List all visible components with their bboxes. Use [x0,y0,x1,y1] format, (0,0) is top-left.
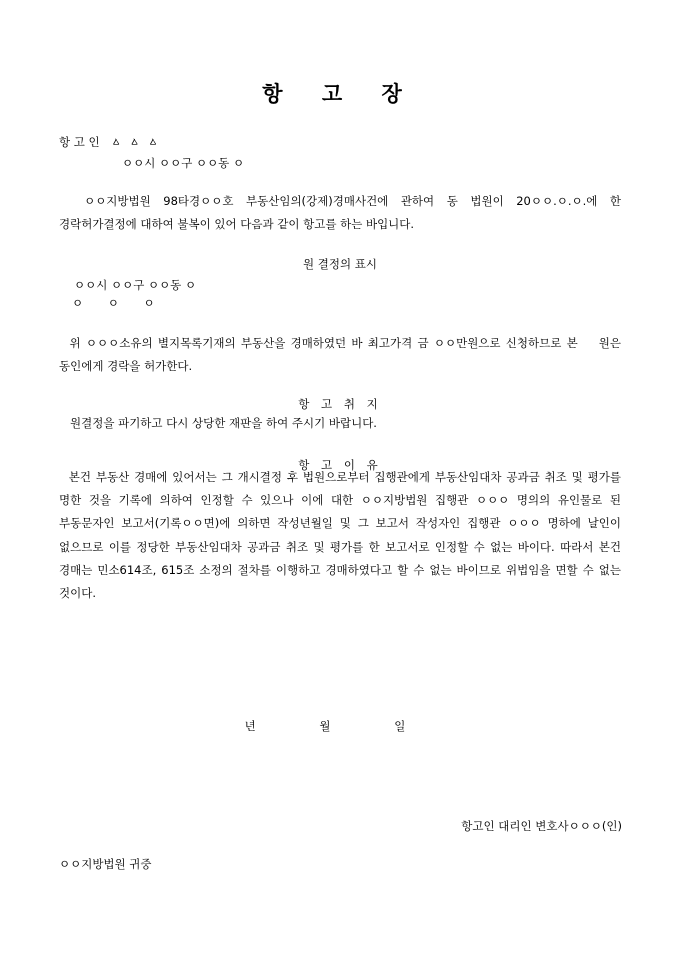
date-line: 년 월 일 [244,719,436,733]
decision-circles: ㅇ ㅇ ㅇ [72,296,157,310]
signature-line: 항고인 대리인 변호사ㅇㅇㅇ(인) [461,819,622,833]
purpose-text: 원결정을 파기하고 다시 상당한 재판을 하여 주시기 바랍니다. [70,416,377,430]
appellant-address: ㅇㅇ시 ㅇㅇ구 ㅇㅇ동 ㅇ [122,156,245,170]
original-decision-heading: 원 결정의 표시 [303,257,377,271]
purpose-heading: 항 고 취 지 [298,397,382,411]
decision-paragraph: 위 ㅇㅇㅇ소유의 별지목록기재의 부동산을 경매하였던 바 최고가격 금 ㅇㅇ만원으로 신청하므로 본 원은 동인에게 경락을 허가한다. [59,336,625,374]
addressee: ㅇㅇ지방법원 귀중 [59,857,152,871]
document-title: 항 고 장 [262,81,418,106]
decision-address: ㅇㅇ시 ㅇㅇ구 ㅇㅇ동 ㅇ [74,278,197,292]
intro-paragraph: ㅇㅇ지방법원 98타경ㅇㅇ호 부동산임의(강제)경매사건에 관하여 동 법원이 20ㅇㅇ.ㅇ.ㅇ.에 한 경락허가결정에 대하여 불복이 있어 다음과 같이 항고를 하는 바입니다. [59,194,625,232]
reason-heading: 항 고 이 유 [298,458,382,472]
appellant-line: 항 고 인 ㅿ ㅿ ㅿ [59,135,159,149]
reason-paragraph: 본건 부동산 경매에 있어서는 그 개시결정 후 법원으로부터 집행관에게 부동산임대차 공과금 취조 및 평가를 명한 것을 기록에 의하여 인정할 수 있으나 이에 대한 ㅇㅇ지방법원 집행관 ㅇㅇㅇ 명의의 유인물로 된 부동문자인 보고서(기록ㅇㅇ면)에 의하면 작성년월일 및 그 보고서 작성자인 집행관 ㅇㅇㅇ 명하에 날인이 없으므로 이를 정당한 부동산임대차 공과금 취조 및 평가를 한 보고서로 인정할 수 없는 바이다. 따라서 본건 경매는 민소614조, 615조 소정의 절차를 이행하고 경매하였다고 할 수 없는 바이므로 위법임을 면할 수 없는 것이다. [59,470,625,601]
